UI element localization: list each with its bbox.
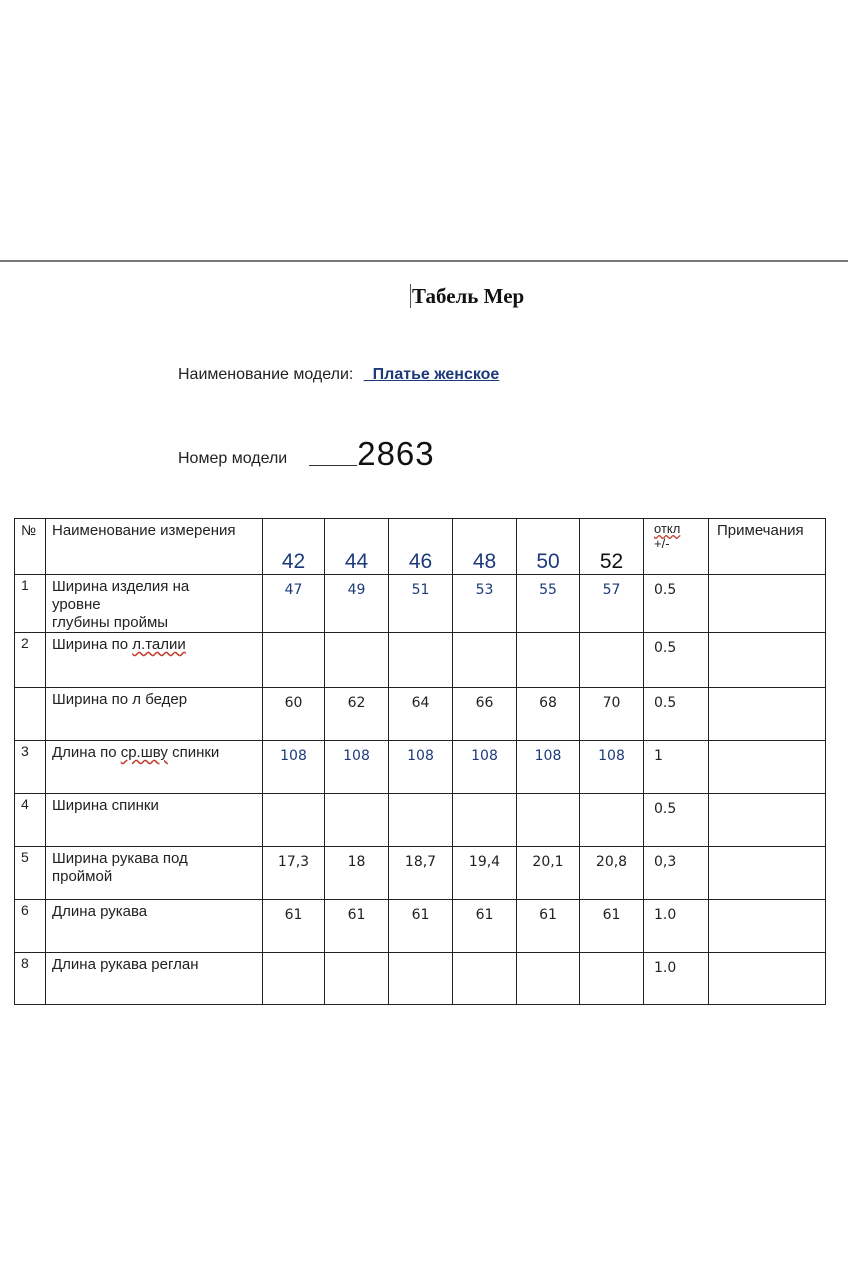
row-tolerance: 0.5 — [644, 575, 709, 633]
row-name: Длина рукава — [46, 900, 263, 953]
table-row — [15, 794, 826, 847]
row-value-44: 49 — [325, 575, 389, 633]
row-notes — [709, 794, 826, 847]
header-size-44: 44 — [325, 519, 389, 575]
measurement-table — [14, 518, 826, 1005]
row-notes — [709, 633, 826, 688]
row-name — [46, 847, 263, 900]
row-num: 3 — [15, 741, 46, 794]
row-num — [15, 688, 46, 741]
row-name-line: Ширина изделия на — [52, 578, 190, 595]
model-name-label: Наименование модели: — [178, 366, 354, 383]
row-name-line: проймой — [52, 868, 113, 885]
row-value-52 — [580, 794, 644, 847]
row-value-48 — [453, 633, 517, 688]
header-num: № — [15, 519, 46, 575]
header-notes: Примечания — [709, 519, 826, 575]
table-row — [15, 953, 826, 1005]
row-value-46: 108 — [389, 741, 453, 794]
row-value-44: 61 — [325, 900, 389, 953]
table-row — [15, 575, 826, 633]
row-value-50 — [517, 633, 580, 688]
row-notes — [709, 741, 826, 794]
row-name — [46, 575, 263, 633]
header-measurement-name: Наименование измерения — [46, 519, 263, 575]
row-value-48 — [453, 794, 517, 847]
row-value-48: 108 — [453, 741, 517, 794]
row-name-line: Ширина рукава под — [52, 850, 188, 867]
row-value-48: 66 — [453, 688, 517, 741]
header-size-52: 52 — [580, 519, 644, 575]
model-number-label: Номер модели — [178, 450, 288, 467]
row-value-46 — [389, 633, 453, 688]
row-name-line: глубины проймы — [52, 614, 169, 631]
row-value-52: 70 — [580, 688, 644, 741]
row-value-50: 108 — [517, 741, 580, 794]
row-value-48: 19,4 — [453, 847, 517, 900]
row-value-50: 68 — [517, 688, 580, 741]
header-size-48: 48 — [453, 519, 517, 575]
row-notes — [709, 688, 826, 741]
document-title: Табель Мер — [412, 284, 525, 308]
row-name: Ширина спинки — [46, 794, 263, 847]
row-value-52: 61 — [580, 900, 644, 953]
row-value-50: 55 — [517, 575, 580, 633]
row-value-42 — [263, 633, 325, 688]
row-value-52 — [580, 953, 644, 1005]
table-row — [15, 633, 826, 688]
row-value-46 — [389, 953, 453, 1005]
row-value-48: 53 — [453, 575, 517, 633]
row-value-44 — [325, 794, 389, 847]
row-value-46: 18,7 — [389, 847, 453, 900]
row-name — [46, 741, 263, 794]
model-number-blank-line — [309, 465, 357, 466]
row-name-text: спинки — [167, 744, 220, 761]
row-value-46: 64 — [389, 688, 453, 741]
table-row — [15, 688, 826, 741]
row-notes — [709, 575, 826, 633]
row-value-48 — [453, 953, 517, 1005]
model-number-row — [178, 436, 435, 472]
row-value-42 — [263, 953, 325, 1005]
row-name: Длина рукава реглан — [46, 953, 263, 1005]
header-size-50: 50 — [517, 519, 580, 575]
row-name-line: уровне — [52, 596, 101, 613]
row-name: Ширина по л бедер — [46, 688, 263, 741]
row-value-48: 61 — [453, 900, 517, 953]
row-tolerance: 1 — [644, 741, 709, 794]
row-value-50: 20,1 — [517, 847, 580, 900]
model-number-value: 2863 — [357, 435, 435, 472]
row-tolerance: 0.5 — [644, 794, 709, 847]
row-name-spellcheck-text: ср.шву — [120, 744, 168, 761]
row-value-46: 61 — [389, 900, 453, 953]
row-value-44 — [325, 633, 389, 688]
row-value-42 — [263, 794, 325, 847]
row-value-52: 57 — [580, 575, 644, 633]
row-tolerance: 0.5 — [644, 688, 709, 741]
page-divider — [0, 260, 848, 262]
row-notes — [709, 900, 826, 953]
row-value-44 — [325, 953, 389, 1005]
row-value-52: 108 — [580, 741, 644, 794]
row-value-50: 61 — [517, 900, 580, 953]
row-value-42: 17,3 — [263, 847, 325, 900]
table-row — [15, 900, 826, 953]
row-num: 8 — [15, 953, 46, 1005]
row-value-50 — [517, 794, 580, 847]
row-value-50 — [517, 953, 580, 1005]
row-name-spellcheck-text: л.талии — [132, 636, 186, 653]
header-size-46: 46 — [389, 519, 453, 575]
row-tolerance: 1.0 — [644, 900, 709, 953]
row-name-text: Ширина по — [52, 636, 133, 653]
row-value-46: 51 — [389, 575, 453, 633]
row-num: 5 — [15, 847, 46, 900]
row-value-42: 61 — [263, 900, 325, 953]
header-tolerance-label: откл — [654, 521, 681, 536]
row-num: 2 — [15, 633, 46, 688]
row-tolerance: 0,3 — [644, 847, 709, 900]
table-row — [15, 847, 826, 900]
row-name — [46, 633, 263, 688]
row-notes — [709, 847, 826, 900]
header-tolerance-sign: +/- — [654, 536, 670, 551]
row-value-42: 60 — [263, 688, 325, 741]
row-num: 6 — [15, 900, 46, 953]
model-name-row — [178, 366, 499, 384]
table-row — [15, 741, 826, 794]
row-notes — [709, 953, 826, 1005]
row-value-46 — [389, 794, 453, 847]
row-value-52 — [580, 633, 644, 688]
header-size-42: 42 — [263, 519, 325, 575]
row-name-text: Длина по — [52, 744, 121, 761]
table-header-row — [15, 519, 826, 575]
row-tolerance: 0.5 — [644, 633, 709, 688]
row-value-42: 108 — [263, 741, 325, 794]
row-value-52: 20,8 — [580, 847, 644, 900]
model-name-value: _Платье женское — [363, 366, 500, 383]
row-num: 1 — [15, 575, 46, 633]
row-tolerance: 1.0 — [644, 953, 709, 1005]
row-value-44: 18 — [325, 847, 389, 900]
row-value-44: 108 — [325, 741, 389, 794]
row-value-44: 62 — [325, 688, 389, 741]
header-tolerance — [644, 519, 709, 575]
row-value-42: 47 — [263, 575, 325, 633]
row-num: 4 — [15, 794, 46, 847]
